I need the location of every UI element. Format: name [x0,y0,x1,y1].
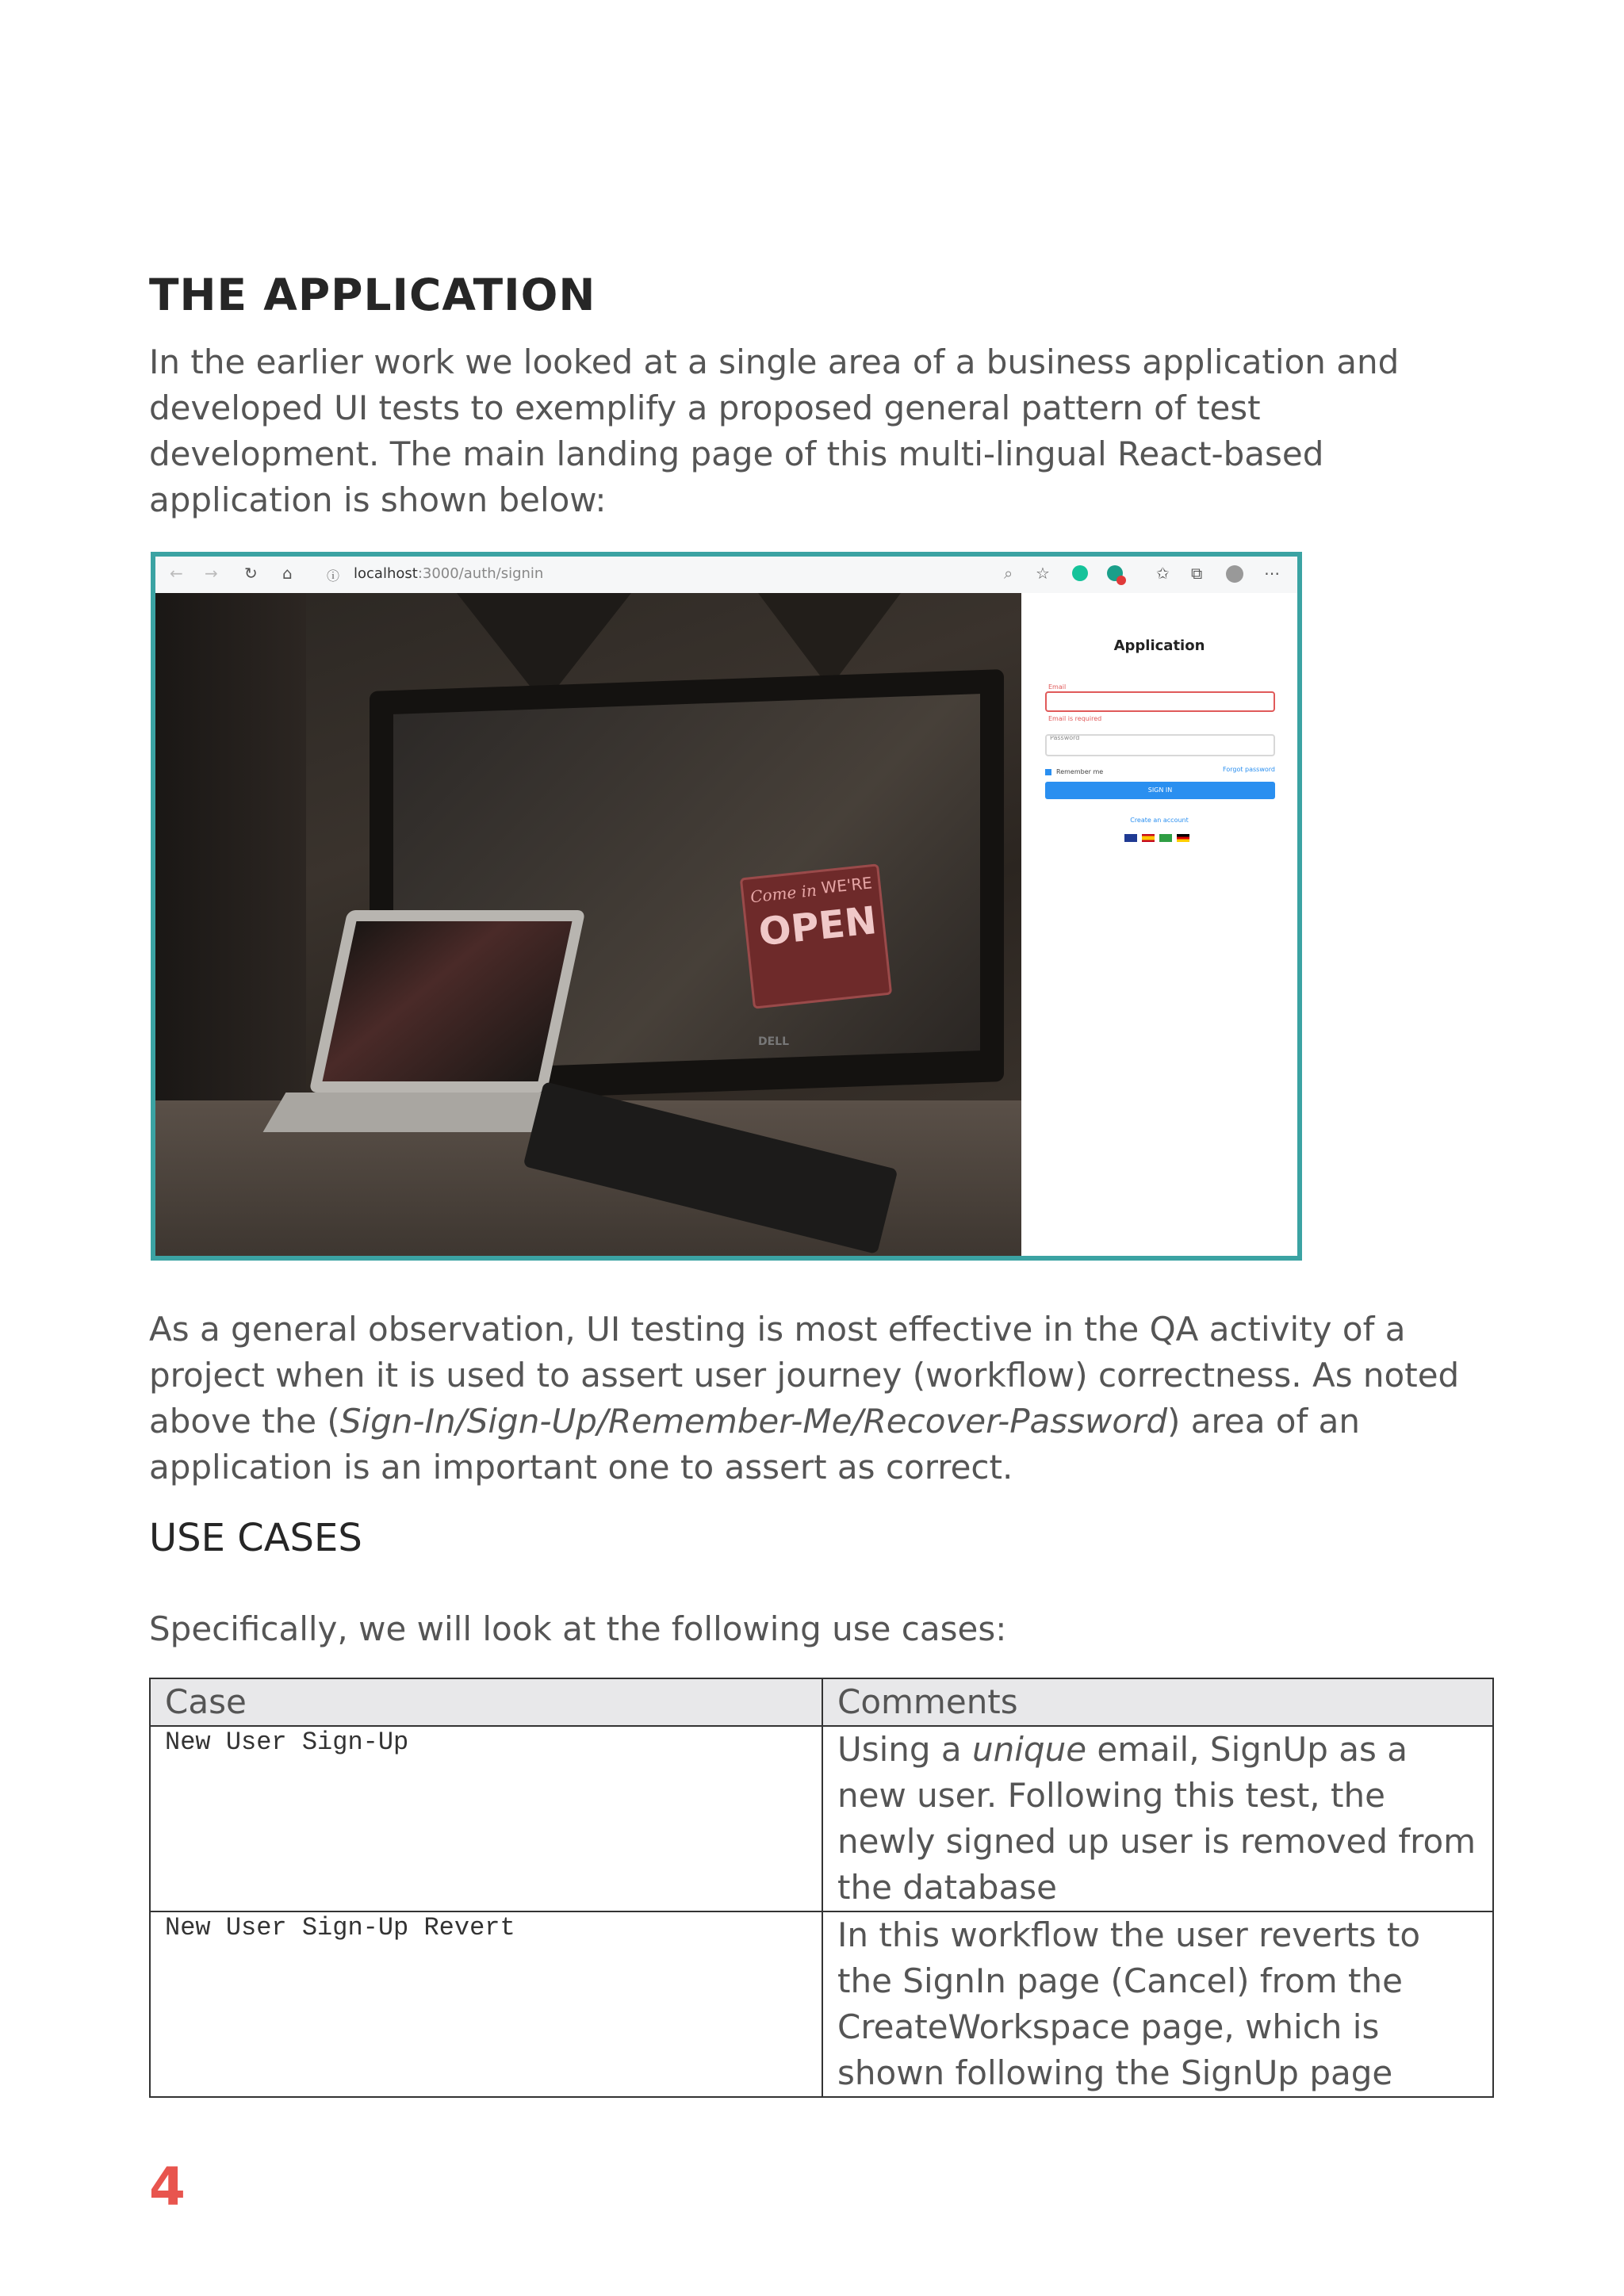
intro-line: application is shown below: [149,480,607,519]
intro-line: developed UI tests to exemplify a proposed general pattern of test [149,388,1261,427]
observation-line: application is an important one to assert as correct. [149,1448,1013,1487]
favorites-icon: ✩ [1156,564,1170,583]
observation-line: ) area of an [1167,1402,1360,1441]
badge-icon [1116,576,1126,585]
observation-line: As a general observation, UI testing is most effective in the QA activity of a [149,1310,1406,1349]
password-field[interactable] [1045,734,1275,756]
email-field[interactable] [1045,691,1275,712]
password-label: Password [1050,734,1080,741]
page-number: 4 [149,2156,186,2218]
forward-icon: → [205,564,218,583]
profile-icon [1226,565,1243,583]
remember-checkbox[interactable] [1045,769,1051,775]
comment-cell: In this workflow the user reverts to the SignIn page (Cancel) from the CreateWorkspace page, which is shown following the SignUp page [822,1911,1493,2097]
table-row [150,1726,1493,1911]
laptop-screen [323,921,573,1081]
lead-paragraph: Specifically, we will look at the following use cases: [149,1609,1007,1648]
comment-cell: Using a unique email, SignUp as a new user. Following this test, the newly signed up user is removed from the database [822,1726,1493,1911]
germany-flag-icon[interactable] [1177,834,1189,842]
reload-icon: ↻ [244,564,258,583]
uk-flag-icon[interactable] [1124,834,1137,842]
signin-button[interactable]: SIGN IN [1045,782,1275,799]
spain-flag-icon[interactable] [1142,834,1155,842]
table-header-row [150,1678,1493,1726]
home-icon: ⌂ [282,564,293,583]
case-cell: New User Sign-Up Revert [150,1911,822,2097]
observation-line: project when it is used to assert user journey (workflow) correctness. As noted [149,1356,1460,1395]
background-photo [155,593,1021,1256]
address-bar: localhost:3000/auth/signin [354,565,544,582]
use-cases-heading: USE CASES [149,1516,362,1560]
sign-text: Come in [749,880,818,907]
app-title: Application [1113,637,1205,654]
sign-text: WE'RE [820,873,874,897]
application-screenshot [151,552,1302,1261]
page-heading: THE APPLICATION [149,270,596,320]
forgot-password-link[interactable]: Forgot password [1223,766,1275,773]
emphasized-area: Sign-In/Sign-Up/Remember-Me/Recover-Password [339,1402,1168,1441]
star-icon: ☆ [1036,564,1050,583]
signin-panel [1021,593,1297,1256]
intro-line: In the earlier work we looked at a single area of a business application and [149,342,1400,381]
open-sign [740,863,892,1008]
info-icon: ⓘ [327,568,340,584]
remember-label: Remember me [1056,768,1104,775]
intro-line: development. The main landing page of this multi-lingual React-based [149,434,1324,473]
menu-icon: ⋯ [1264,564,1280,583]
intro-paragraph [149,339,1497,523]
create-account-link[interactable]: Create an account [1130,817,1189,824]
sign-text: OPEN [756,898,879,955]
use-cases-table [149,1678,1494,2098]
back-icon: ← [170,564,183,583]
email-error: Email is required [1048,715,1102,722]
case-cell: New User Sign-Up [150,1726,822,1911]
observation-paragraph [149,1307,1497,1490]
column-header: Case [150,1678,822,1726]
zoom-icon: ⌕ [1004,564,1013,583]
monitor-brand: DELL [758,1035,790,1048]
email-label: Email [1048,683,1067,691]
observation-line: above the ( [149,1402,340,1441]
table-row [150,1911,1493,2097]
browser-toolbar [155,557,1297,595]
column-header: Comments [822,1678,1493,1726]
collections-icon: ⧉ [1191,564,1203,583]
extension-icon [1072,565,1088,581]
brazil-flag-icon[interactable] [1159,834,1172,842]
